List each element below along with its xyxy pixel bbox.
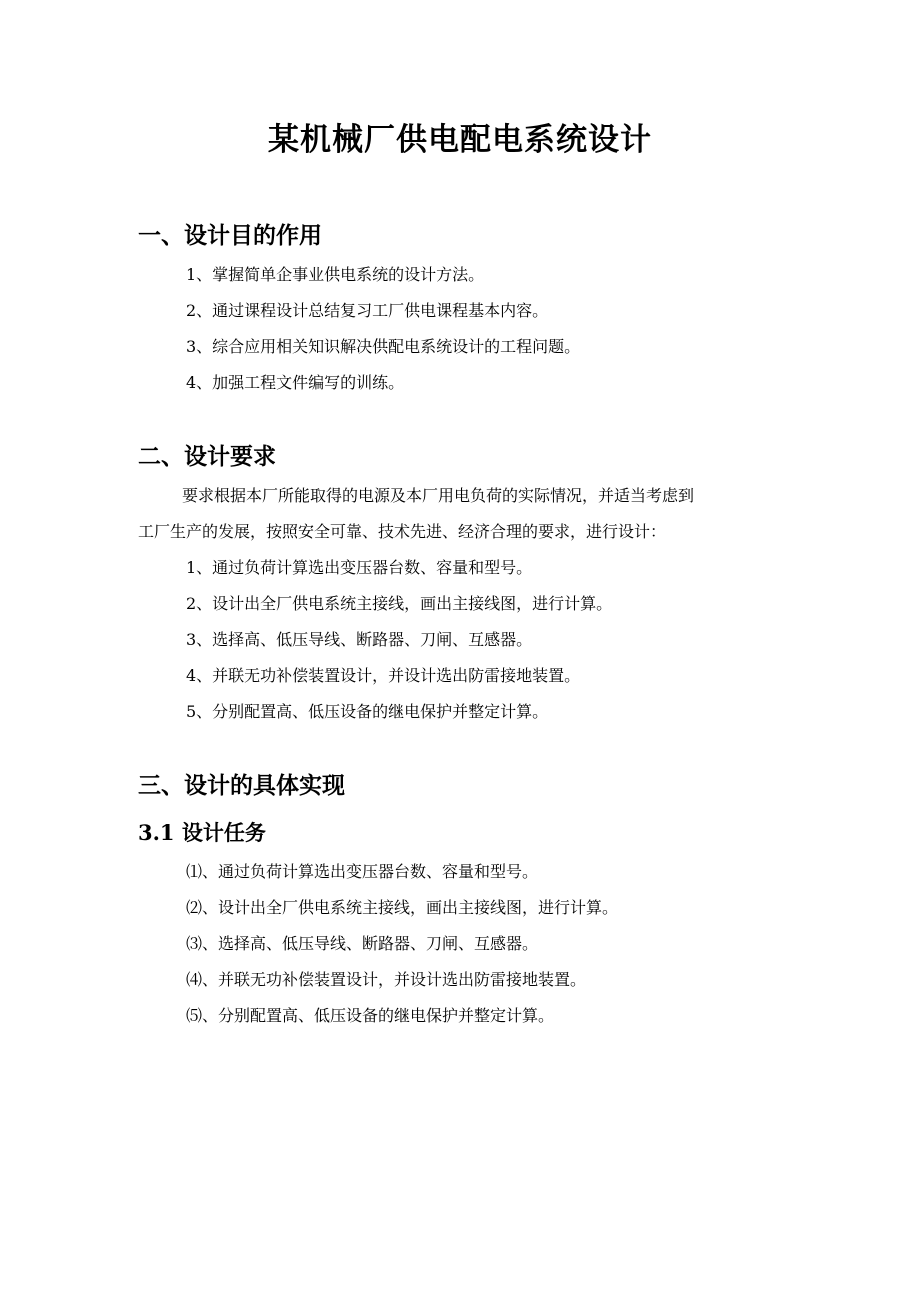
list-item: 4、并联无功补偿装置设计，并设计选出防雷接地装置。: [186, 666, 581, 685]
list-item: 3、选择高、低压导线、断路器、刀闸、互感器。: [186, 630, 533, 649]
list-item: ⑵、设计出全厂供电系统主接线，画出主接线图，进行计算。: [186, 898, 619, 917]
section-heading-purpose: 一、设计目的作用: [138, 223, 322, 249]
section-heading-requirements: 二、设计要求: [138, 444, 276, 470]
document-title: 某机械厂供电配电系统设计: [268, 122, 652, 158]
list-item: 4、加强工程文件编写的训练。: [186, 373, 405, 392]
list-item: ⑷、并联无功补偿装置设计，并设计选出防雷接地装置。: [186, 970, 587, 989]
list-item: ⑴、通过负荷计算选出变压器台数、容量和型号。: [186, 862, 539, 881]
section-heading-implementation: 三、设计的具体实现: [138, 773, 345, 799]
list-item: 3、综合应用相关知识解决供配电系统设计的工程问题。: [186, 337, 581, 356]
list-item: 5、分别配置高、低压设备的继电保护并整定计算。: [186, 702, 549, 721]
list-item: ⑸、分别配置高、低压设备的继电保护并整定计算。: [186, 1006, 555, 1025]
paragraph-line: 工厂生产的发展，按照安全可靠、技术先进、经济合理的要求，进行设计：: [138, 522, 667, 541]
list-item: ⑶、选择高、低压导线、断路器、刀闸、互感器。: [186, 934, 539, 953]
list-item: 2、设计出全厂供电系统主接线，画出主接线图，进行计算。: [186, 594, 613, 613]
list-item: 2、通过课程设计总结复习工厂供电课程基本内容。: [186, 301, 549, 320]
paragraph-line: 要求根据本厂所能取得的电源及本厂用电负荷的实际情况，并适当考虑到: [182, 486, 695, 505]
list-item: 1、掌握简单企事业供电系统的设计方法。: [186, 265, 485, 284]
list-item: 1、通过负荷计算选出变压器台数、容量和型号。: [186, 558, 533, 577]
subsection-heading-design-tasks: 3.1 设计任务: [138, 820, 266, 845]
